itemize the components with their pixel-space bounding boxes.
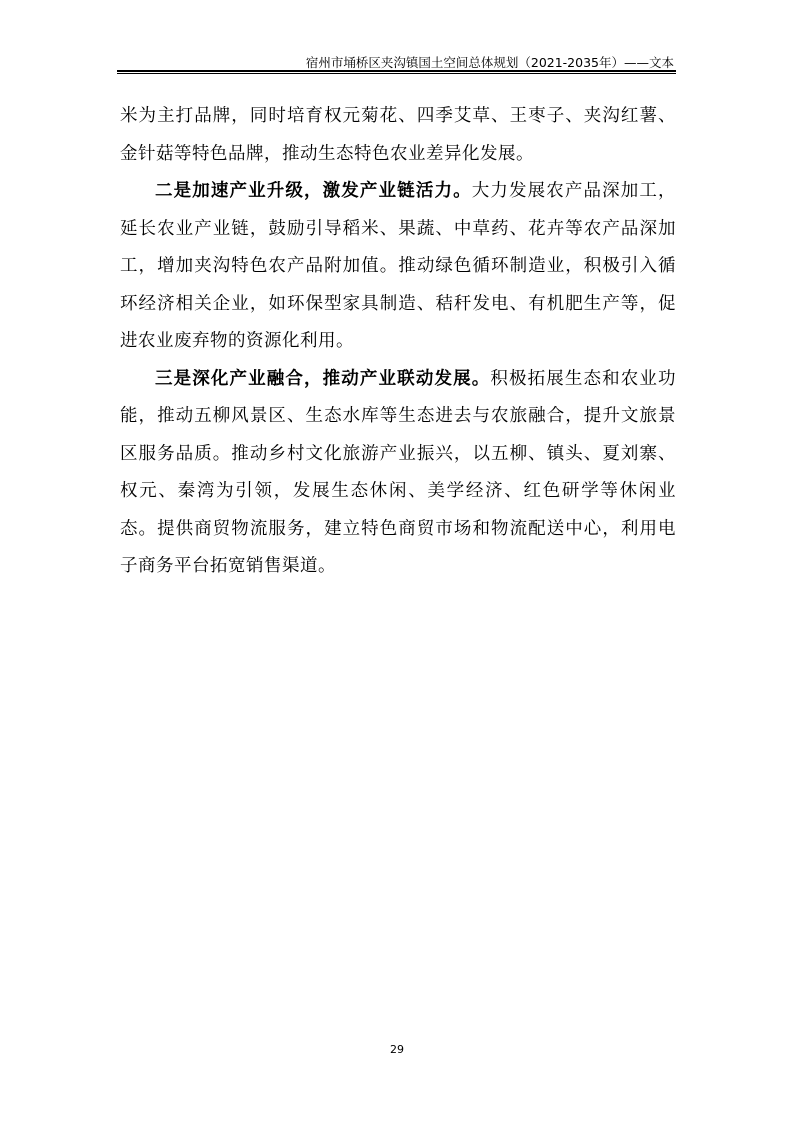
paragraph-lead-heading: 二是加速产业升级，激发产业链活力。 — [155, 181, 472, 201]
header-rule-thick — [117, 70, 676, 72]
header-rule-thin — [117, 73, 676, 74]
paragraph-lead-heading: 三是深化产业融合，推动产业联动发展。 — [155, 368, 491, 389]
paragraph-text: 大力发展农产品深加工，延长农业产业链，鼓励引导稻米、果蔬、中草药、花卉等农产品深加工，增加夹沟特色农产品附加值。推动绿色循环制造业，积极引入循环经济相关企业，如环保型家具制造、秸秆发电、有机肥生产等，促进农业废弃物的资源化利用。 — [120, 181, 676, 351]
paragraph-text: 积极拓展生态和农业功能，推动五柳风景区、生态水库等生态进去与农旅融合，提升文旅景区服务品质。推动乡村文化旅游产业振兴，以五柳、镇头、夏刘寨、权元、秦湾为引领，发展生态休闲、美学经济、红色研学等休闲业态。提供商贸物流服务，建立特色商贸市场和物流配送中心，利用电子商务平台拓宽销售渠道。 — [120, 368, 677, 576]
paragraph-industry-integration — [120, 361, 676, 586]
paragraph-text: 米为主打品牌，同时培育权元菊花、四季艾草、王枣子、夹沟红薯、金针菇等特色品牌，推动生态特色农业差异化发展。 — [120, 106, 676, 164]
page-number: 29 — [390, 1043, 404, 1056]
paragraph-continuation — [120, 98, 676, 173]
document-header-title: 宿州市埇桥区夹沟镇国土空间总体规划（2021-2035年）——文本 — [305, 55, 674, 70]
document-body — [120, 98, 676, 586]
paragraph-industry-upgrade — [120, 173, 676, 361]
